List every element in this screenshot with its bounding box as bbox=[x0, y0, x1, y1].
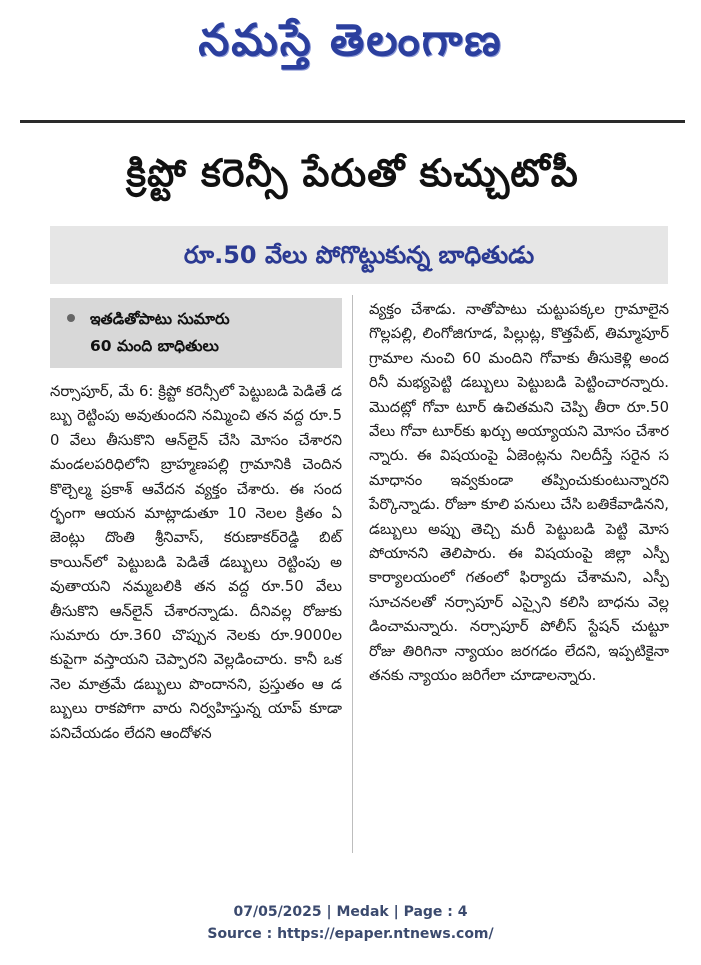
headline-top-rule bbox=[20, 120, 685, 123]
footer-source: Source : https://epaper.ntnews.com/ bbox=[207, 926, 494, 942]
footer-date-edition: 07/05/2025 | Medak | Page : 4 bbox=[233, 904, 468, 920]
highlight-box bbox=[50, 298, 342, 368]
article-body-left-column: నర్సాపూర్, మే 6: క్రిప్టో కరెన్సీలో పెట్టుబడి పెడితే డబ్బు రెట్టింపు అవుతుందని నమ్మించి తన వద్ద రూ.50 వేలు తీసుకొని ఆన్‌లైన్ చేసి మోసం చేశారని మండలపరిధిలోని బ్రాహ్మణపల్లి గ్రామానికి చెందిన కొల్చెల్మ ప్రకాశ్ ఆవేదన వ్యక్తం చేశారు. ఈ సందర్భంగా ఆయన మాట్లాడుతూ 10 నెలల క్రితం ఏజెంట్లు దొంతి శ్రీనివాస్, కరుణాకర్‌రెడ్డి బిట్ కాయిన్‌లో పెట్టుబడి పెడితే డబ్బులు రెట్టింపు అవుతాయని నమ్మబలికి తన వద్ద రూ.50 వేలు తీసుకొని ఆన్‌లైన్ చేశారన్నాడు. దీనివల్ల రోజుకు సుమారు రూ.360 చొప్పున నెలకు రూ.9000లకుపైగా వస్తాయని చెప్పారని వెల్లడించారు. కానీ ఒక నెల మాత్రమే డబ్బులు పొందానని, ప్రస్తుతం ఆ డబ్బులు రాకపోగా వారు నిర్వహిస్తున్న యాప్ కూడా పనిచేయడం లేదని ఆందోళన bbox=[50, 383, 342, 742]
highlight-line-2: 60 మంది బాధితులు bbox=[90, 337, 219, 355]
column-divider bbox=[352, 295, 353, 853]
article-subheadline: రూ.50 వేలు పోగొట్టుకున్న బాధితుడు bbox=[50, 226, 668, 284]
bullet-icon bbox=[67, 314, 75, 322]
article-headline: క్రిప్టో కరెన్సీ పేరుతో కుచ్చుటోపీ bbox=[126, 151, 579, 195]
article-body-right-column: వ్యక్తం చేశాడు. నాతోపాటు చుట్టుపక్కల గ్రామాలైన గొల్లపల్లి, లింగోజిగూడ, పిల్లుట్ల, కొత్తపేట్, తిమ్మాపూర్ గ్రామాల నుంచి 60 మందిని గోవాకు తీసుకెళ్లి అందరినీ మభ్యపెట్టి డబ్బులు పెట్టుబడి పెట్టించారన్నారు. మొదట్లో గోవా టూర్ ఉచితమని చెప్పి తీరా రూ.50 వేలు గోవా టూర్‌కు ఖర్చు అయ్యాయని మోసం చేశారన్నారు. ఈ విషయంపై ఏజెంట్లను నిలదీస్తే సరైన సమాధానం ఇవ్వకుండా తప్పించుకుంటున్నారని పేర్కొన్నాడు. రోజూ కూలి పనులు చేసి బతికేవాడినని, డబ్బులు అప్పు తెచ్చి మరీ పెట్టుబడి పెట్టి మోసపోయానని తెలిపారు. ఈ విషయంపై జిల్లా ఎస్పీ కార్యాలయంలో గతంలో ఫిర్యాదు చేశామని, ఎస్పీ సూచనలతో నర్సాపూర్ ఎస్సైని కలిసి బాధను వెల్లడించామన్నారు. నర్సాపూర్ పోలీస్ స్టేషన్ చుట్టూ రోజు తిరిగినా న్యాయం జరగడం లేదని, ఇప్పటికైనా తనకు న్యాయం జరిగేలా చూడాలన్నారు. bbox=[369, 301, 670, 685]
highlight-text bbox=[90, 306, 330, 360]
highlight-line-1: ఇతడితోపాటు సుమారు bbox=[90, 310, 230, 328]
newspaper-masthead: నమస్తే తెలంగాణ bbox=[198, 15, 503, 66]
